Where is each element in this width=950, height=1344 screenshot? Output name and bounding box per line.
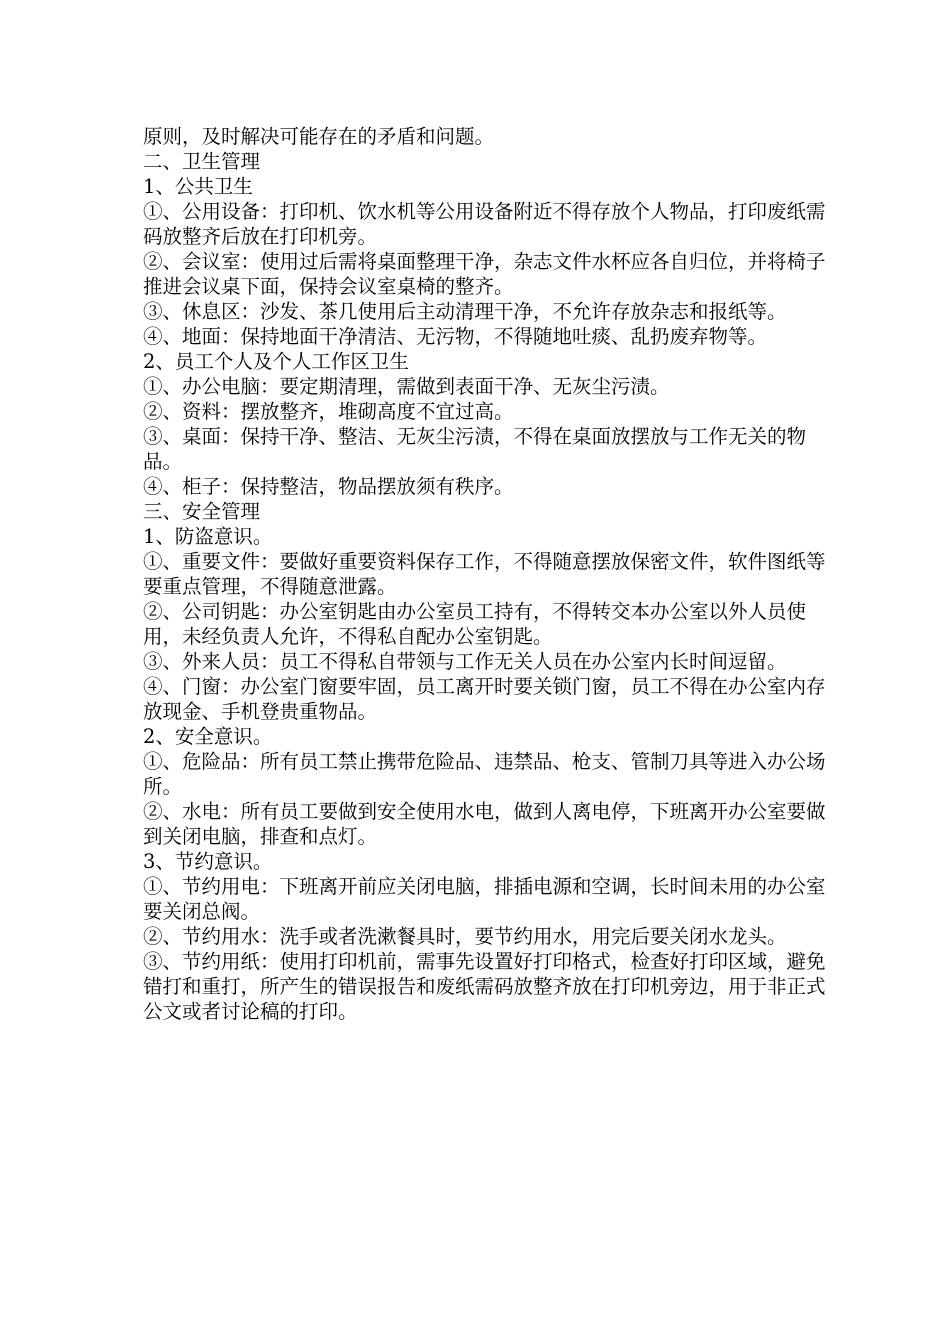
paragraph: ②、节约用水：洗手或者洗漱餐具时，要节约用水，用完后要关闭水龙头。 xyxy=(143,925,787,948)
subsection-heading-personal-hygiene: 2、员工个人及个人工作区卫生 xyxy=(143,350,409,373)
section-heading-safety: 三、安全管理 xyxy=(143,500,261,523)
paragraph: ④、地面：保持地面干净清洁、无污物，不得随地吐痰、乱扔废弃物等。 xyxy=(143,325,768,348)
paragraph: ①、办公电脑：要定期清理，需做到表面干净、无灰尘污渍。 xyxy=(143,375,670,398)
paragraph: ②、水电：所有员工要做到安全使用水电，做到人离电停，下班离开办公室要做到关闭电脑，排查和点灯。 xyxy=(143,800,826,848)
paragraph: ④、门窗：办公室门窗要牢固，员工离开时要关锁门窗，员工不得在办公室内存放现金、手机登贵重物品。 xyxy=(143,675,826,723)
paragraph: ②、会议室：使用过后需将桌面整理干净，杂志文件水杯应各自归位，并将椅子推进会议桌下面，保持会议室桌椅的整齐。 xyxy=(143,250,826,298)
subsection-heading-theft-prevention: 1、防盗意识。 xyxy=(143,525,273,548)
section-heading-hygiene: 二、卫生管理 xyxy=(143,150,261,173)
subsection-heading-public-hygiene: 1、公共卫生 xyxy=(143,175,253,198)
paragraph: ①、危险品：所有员工禁止携带危险品、违禁品、枪支、管制刀具等进入办公场所。 xyxy=(143,750,826,798)
paragraph: ③、桌面：保持干净、整洁、无灰尘污渍，不得在桌面放摆放与工作无关的物品。 xyxy=(143,425,807,473)
paragraph: ①、公用设备：打印机、饮水机等公用设备附近不得存放个人物品，打印废纸需码放整齐后放在打印机旁。 xyxy=(143,200,826,248)
document-body xyxy=(143,124,833,1024)
paragraph: ③、外来人员：员工不得私自带领与工作无关人员在办公室内长时间逗留。 xyxy=(143,650,787,673)
paragraph: ③、休息区：沙发、茶几使用后主动清理干净，不允许存放杂志和报纸等。 xyxy=(143,300,787,323)
paragraph: ①、节约用电：下班离开前应关闭电脑，排插电源和空调，长时间未用的办公室要关闭总阀。 xyxy=(143,875,826,923)
paragraph: ①、重要文件：要做好重要资料保存工作，不得随意摆放保密文件，软件图纸等要重点管理，不得随意泄露。 xyxy=(143,550,826,598)
paragraph: ③、节约用纸：使用打印机前，需事先设置好打印格式，检查好打印区域，避免错打和重打，所产生的错误报告和废纸需码放整齐放在打印机旁边，用于非正式公文或者讨论稿的打印。 xyxy=(143,950,826,1023)
paragraph: ②、公司钥匙：办公室钥匙由办公室员工持有，不得转交本办公室以外人员使用，未经负责人允许，不得私自配办公室钥匙。 xyxy=(143,600,807,648)
paragraph: 原则，及时解决可能存在的矛盾和问题。 xyxy=(143,125,495,148)
subsection-heading-safety-awareness: 2、安全意识。 xyxy=(143,725,273,748)
paragraph: ④、柜子：保持整洁，物品摆放须有秩序。 xyxy=(143,475,514,498)
subsection-heading-saving-awareness: 3、节约意识。 xyxy=(143,850,273,873)
paragraph: ②、资料：摆放整齐，堆砌高度不宜过高。 xyxy=(143,400,514,423)
